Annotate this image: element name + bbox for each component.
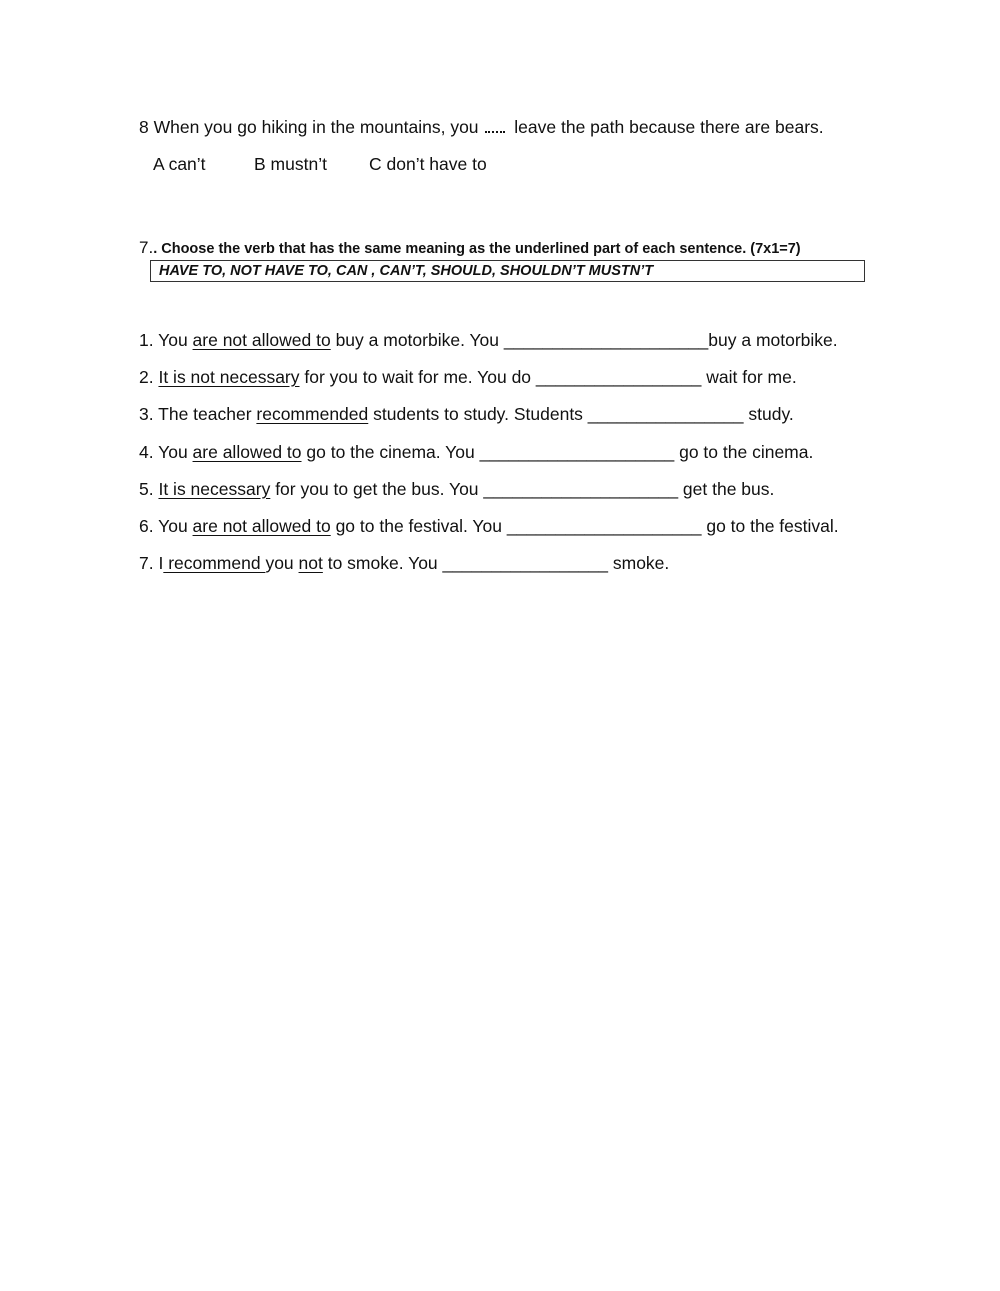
question-8-number: 8 (139, 117, 149, 137)
sentence-2-middle: for you to wait for me. You do (299, 367, 536, 387)
sentence-7-underlined-not: not (298, 553, 323, 573)
sentence-6-end: go to the festival. (701, 516, 839, 536)
sentence-2-end: wait for me. (701, 367, 797, 387)
sentence-6-underlined: are not allowed to (192, 516, 331, 536)
question-8-text-end: leave the path because there are bears. (514, 117, 824, 137)
sentence-1-start: 1. You (139, 330, 193, 350)
sentence-6-middle: go to the festival. You (330, 516, 507, 536)
option-c[interactable]: C don’t have to (369, 154, 487, 174)
sentence-7-underlined-recommend: recommend (163, 553, 266, 573)
sentence-4-blank[interactable]: ____________________ (479, 442, 675, 462)
sentence-5-blank[interactable]: ____________________ (483, 479, 679, 499)
sentence-1-middle: buy a motorbike. You (330, 330, 504, 350)
sentence-7-you: you (265, 553, 299, 573)
sentence-4-end: go to the cinema. (674, 442, 814, 462)
sentence-5 (139, 478, 774, 500)
sentence-6-blank[interactable]: ____________________ (506, 516, 702, 536)
sentence-4-underlined: are allowed to (192, 442, 302, 462)
sentence-7-start: 7. I (139, 553, 164, 573)
sentence-1-underlined: are not allowed to (192, 330, 331, 350)
sentence-4-start: 4. You (139, 442, 193, 462)
verb-options-box: HAVE TO, NOT HAVE TO, CAN , CAN’T, SHOULD, SHOULDN’T MUSTN’T (150, 260, 865, 282)
sentence-3 (139, 403, 794, 425)
question-8 (139, 116, 824, 138)
sentence-4-middle: go to the cinema. You (301, 442, 480, 462)
task-7-number: 7. (139, 238, 154, 257)
option-b[interactable]: B mustn’t (254, 154, 327, 174)
sentence-5-end: get the bus. (678, 479, 775, 499)
sentence-3-blank[interactable]: ________________ (587, 404, 744, 424)
question-8-blank[interactable] (485, 119, 505, 133)
task-7-instruction: . Choose the verb that has the same meaning as the underlined part of each sentence. (7x1=7) (153, 241, 801, 257)
sentence-3-start: 3. The teacher (139, 404, 257, 424)
sentence-7 (139, 552, 669, 574)
sentence-7-middle: to smoke. You (322, 553, 443, 573)
question-8-text-start: When you go hiking in the mountains, you (153, 117, 479, 137)
option-a[interactable]: A can’t (153, 154, 206, 174)
sentence-2-underlined: It is not necessary (158, 367, 300, 387)
task-7-heading (139, 238, 801, 259)
sentence-1-end: buy a motorbike. (708, 330, 838, 350)
sentence-5-middle: for you to get the bus. You (270, 479, 484, 499)
sentence-3-middle: students to study. Students (368, 404, 588, 424)
sentence-7-end: smoke. (608, 553, 670, 573)
sentence-1-blank[interactable]: _____________________ (503, 330, 709, 350)
sentence-5-start: 5. (139, 479, 159, 499)
sentence-6 (139, 515, 839, 537)
sentence-2 (139, 366, 797, 388)
sentence-7-blank[interactable]: _________________ (442, 553, 608, 573)
sentence-2-start: 2. (139, 367, 159, 387)
sentence-3-underlined: recommended (256, 404, 369, 424)
sentence-6-start: 6. You (139, 516, 193, 536)
sentence-5-underlined: It is necessary (158, 479, 271, 499)
sentence-4 (139, 441, 813, 463)
sentence-3-end: study. (743, 404, 794, 424)
sentence-2-blank[interactable]: _________________ (535, 367, 702, 387)
sentence-1 (139, 329, 838, 351)
